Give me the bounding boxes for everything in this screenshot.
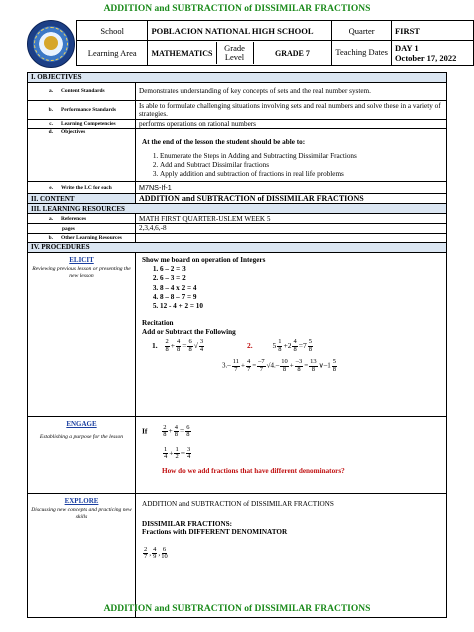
page-footer: ADDITION and SUBTRACTION of DISSIMILAR FRACTIONS xyxy=(103,604,371,614)
resources-heading: III. LEARNING RESOURCES xyxy=(28,204,447,214)
item-2-whole-3: 7 xyxy=(302,340,307,350)
header-table xyxy=(76,20,474,66)
competency-letter: c. xyxy=(49,121,53,128)
explore-label: EXPLORE xyxy=(64,496,99,505)
engage-example-2: $\frac{1}{4}$ + $\frac{1}{2}$ = $\frac{3}{4}$ xyxy=(164,445,191,461)
objectives-label: Objectives xyxy=(61,129,86,136)
content-standards-text: Demonstrates understanding of key concepts of sets and the real number system. xyxy=(136,83,447,101)
lc-code: M7NS-If-1 xyxy=(136,182,447,194)
objectives-letter: d. xyxy=(48,129,53,136)
references-label: References xyxy=(61,215,87,222)
content-standards-label: Content Standards xyxy=(61,88,105,95)
engage-description: Establishing a purpose for the lesson xyxy=(39,433,124,440)
objective-item-2: 2. Add and Subtract Dissimilar fractions xyxy=(160,161,443,169)
board-item-2: 2. 6 – 3 = 2 xyxy=(160,274,443,282)
learning-area-value: MATHEMATICS xyxy=(148,42,216,64)
content-letter: a. xyxy=(48,88,53,95)
item-2-number: 2. xyxy=(246,340,253,350)
elicit-description: Reviewing previous lesson or presenting the new lesson xyxy=(32,265,131,279)
pages-value: 2,3,4,6,-8 xyxy=(136,224,447,233)
item-2-whole-1: 5 xyxy=(272,340,277,350)
elicit-label: ELICIT xyxy=(69,255,94,264)
board-item-3: 3. 8 – 4 x 2 = 4 xyxy=(160,284,443,292)
performance-standards-text: Is able to formulate challenging situations involving sets and real numbers and solve these in a variety of strategies. xyxy=(136,101,447,120)
dissimilar-examples: $\frac{2}{7}$ , $\frac{4}{9}$ , $\frac{6}{10}$ xyxy=(144,545,168,561)
performance-letter: b. xyxy=(48,106,53,113)
item-1-number: 1. xyxy=(152,340,158,350)
references-letter: a. xyxy=(48,215,53,222)
day-value: DAY 1 xyxy=(394,42,419,53)
objective-item-1: 1. Enumerate the Steps in Adding and Subtracting Dissimilar Fractions xyxy=(160,152,443,160)
objectives-intro: At the end of the lesson the student should be able to: xyxy=(142,138,306,147)
objectives-heading: I. OBJECTIVES xyxy=(28,73,447,83)
item-2-whole-2: 2 xyxy=(287,340,292,350)
lc-label: Write the LC for each xyxy=(61,184,112,191)
expression-1: $\frac{2}{8}$ + $\frac{4}{8}$ = $\frac{6}{8}$ √ $\frac{3}{4}$ xyxy=(165,338,204,353)
procedures-heading: IV. PROCEDURES xyxy=(28,242,447,252)
school-label: School xyxy=(77,21,148,41)
learning-competencies-text: performs operations on rational numbers xyxy=(136,120,447,129)
school-seal-logo xyxy=(27,20,75,68)
board-title: Show me board on operation of Integers xyxy=(142,255,266,264)
date-value: October 17, 2022 xyxy=(394,53,457,63)
objectives-list xyxy=(142,152,443,179)
recitation-row-1 xyxy=(142,339,443,353)
quarter-label: Quarter xyxy=(332,21,392,41)
references-value: MATH FIRST QUARTER-USLEM WEEK 5 xyxy=(136,214,447,224)
board-item-4: 4. 8 – 8 – 7 = 9 xyxy=(160,293,443,301)
objective-item-3: 3. Apply addition and subtraction of fractions in real life problems xyxy=(160,170,443,178)
add-subtract-label: Add or Subtract the Following xyxy=(142,327,236,336)
item-4-whole: 1 xyxy=(327,361,331,370)
grade-label: Grade Level xyxy=(216,42,253,64)
recitation-row-2: 3.– $\frac{11}{7}$ + $\frac{4}{7}$ = $\frac{-7}{7}$ √4.– $\frac{10}{8}$ + $\frac{-3}{8}$ = $\frac{13}{8}$ ∨–1 $\frac{5}{8}$ xyxy=(222,358,337,373)
engage-example-1: If $\frac{2}{8}$ + $\frac{4}{8}$ = $\frac{6}{8}$ xyxy=(142,423,190,439)
dissimilar-title: DISSIMILAR FRACTIONS: xyxy=(142,520,233,529)
grade-value: GRADE 7 xyxy=(275,48,310,58)
learning-competencies-label: Learning Competencies xyxy=(61,121,116,128)
board-items-list xyxy=(142,265,443,310)
explore-title: ADDITION and SUBTRACTION of DISSIMILAR FRACTIONS xyxy=(142,499,334,508)
item-3-number: 3. xyxy=(222,361,228,370)
performance-standards-label: Performance Standards xyxy=(61,106,116,113)
content-heading: II. CONTENT xyxy=(28,194,136,204)
item-4-number: 4. xyxy=(270,361,276,370)
pages-label: pages xyxy=(28,224,136,233)
content-value: ADDITION and SUBTRACTION of DISSIMILAR FRACTIONS xyxy=(136,194,447,204)
expression-2: 5 $\frac{1}{8}$ +2 $\frac{4}{8}$ =7 $\frac{5}{8}$ xyxy=(272,338,312,353)
school-value: POBLACION NATIONAL HIGH SCHOOL xyxy=(148,21,332,41)
quarter-value: FIRST xyxy=(391,21,473,41)
explore-description: Discussing new concepts and practicing new skills xyxy=(31,506,132,520)
board-item-1: 1. 6 – 2 = 3 xyxy=(160,265,443,273)
lesson-plan-table xyxy=(27,72,447,618)
board-item-5: 5. 12 - 4 + 2 = 10 xyxy=(160,302,443,310)
other-letter: b. xyxy=(48,234,53,241)
learning-area-label: Learning Area xyxy=(77,41,148,66)
engage-label: ENGAGE xyxy=(66,419,97,428)
other-resources-label: Other Learning Resources xyxy=(61,234,122,241)
engage-question: How do we add fractions that have different denominators? xyxy=(162,466,345,475)
lc-letter: e. xyxy=(49,184,53,191)
dissimilar-definition: Fractions with DIFFERENT DENOMINATOR xyxy=(142,528,288,537)
page-title: ADDITION and SUBTRACTION of DISSIMILAR FRACTIONS xyxy=(103,4,371,14)
recitation-label: Recitation xyxy=(142,319,174,328)
if-label: If xyxy=(142,426,148,436)
teaching-dates-label: Teaching Dates xyxy=(332,41,392,66)
